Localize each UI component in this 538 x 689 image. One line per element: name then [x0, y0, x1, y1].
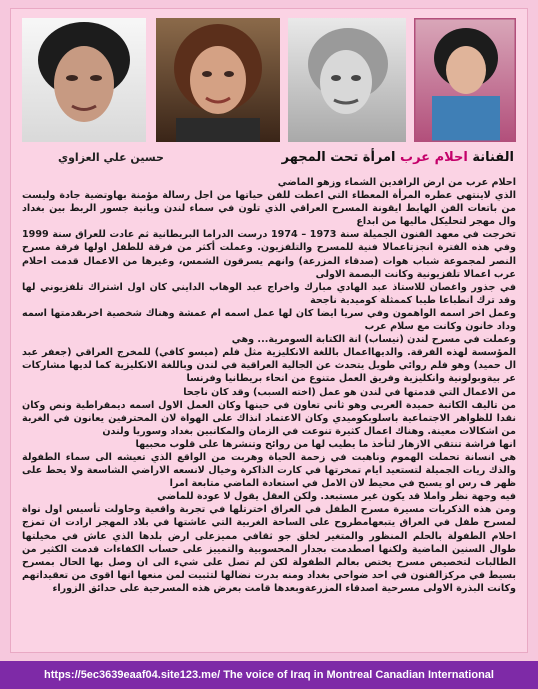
photo-strip — [20, 18, 518, 142]
footer-bar — [0, 661, 538, 689]
article-paragraph: انها فراشة تنتقي الازهار لتأخذ ما يطيب لها من روائح وتنشرها على قلوب محبيها — [135, 438, 516, 450]
article-paragraph: احلام عرب من ارض الرافدين الشماء وزهو الماضي — [277, 177, 516, 188]
title-suffix: امرأة تحت المجهر — [281, 150, 396, 165]
article-paragraph: فيه وجهة نظر واملا قد يكون غير مستبعد. ولكن العقل يقول لا عودة للماضي — [157, 491, 516, 503]
footer-link[interactable]: https://5ec3639eaaf04.site123.me/ The voice of Iraq in Montreal Canadian International — [44, 669, 494, 681]
article-paragraph: ومن هذه الذكريات مسيرة مسرح الطفل في العراق اخترتلها في تجربة واقعية وحاولت تأسيس اول نواة لمسرح طفل في العراق يتبعهامطروح على الساحة الغربية التي عاشتها في بلاد المهجر ارادت ان تمزج احلام الطفولة بالحلم المنظور والمتغير لخلق جو ثقافي مميزعلى ارض بلدها الذي عاش في مخيلتها طوال السنين الماضية ولكنها اصطدمت بجدار المحسوبية والتمييز على حساب الكفاءات قدمت الكثير من الطالبات لتخصيص مسرح يختص بعالم الطفولة لكن لم تصل على شيء الى ان وصل بها الحال بمسرح بسيط في مركزالفنون في احد ضواحي بغداد ومنه بدرت نضالها لتثبيت لمن منعها انها اقوى من تعقيداتهم وكانت البذرة الاولى مسرحية اصدقاء المزرعةوبعدها قامت بعرض هذه المسرحية على حدائق الزوراء — [22, 504, 516, 594]
article-paragraph: المؤسسة لهذه الفرقة. والديهااعمال باللغة الانكليزية مثل فلم (ميسو كافي) للمخرج العراقي (جعفر عبد ال حميد) وهو فلم روائي طويل يتحدث عن الجالية العراقية في لندن وباللغة الانكليزية كما لديها مشاركات عر بيةوبولونية وانكليزية وفريق العمل متنوع من انحاء بريطانيا وفرنسا — [22, 347, 516, 385]
article-paragraph: من الاعمال التي قدمتها في لندن هو عمل (اخته السبب) وقد كان ناجحا — [183, 386, 516, 398]
article-paragraph: الذي لاينتهي عطره المرأة المعطاء التي اعطت للفن حياتها من اجل رسالة مؤمنة بهاوتضية جادة وليست من باتعات الفن الهابط ايقونة المسرح العراقي الذي تلون في سماء لندن ويانية جسور الربط بين بغداد وال مهجر لتحليكل ماليها من ابداع — [22, 190, 516, 228]
portrait-photo-4 — [414, 18, 516, 142]
title-prefix: الفنانة — [472, 150, 514, 165]
portrait-photo-1 — [22, 18, 146, 142]
photographer-caption: حسين علي العزاوي — [58, 151, 164, 164]
article-paragraph: هي انسانة تحملت الهموم وناهبت في زحمة الحياة وهربت من الواقع الذي تعيشه الى سماء الطفولة والذك ريات الجميلة لتستعيد ايام تمخرتها في كارت الذاكرة وخيال لانسعه الاراضي الشاسعة ولا يحط على ظهر ف رس او يسبح في محيط لان الامل في استعادة الماضي متابعة امرا — [22, 451, 516, 490]
portrait-photo-2 — [156, 18, 280, 142]
article-paragraph: من تاليف الكاتبة حميدة العربي وهو ثاني تعاون في حينها وكان العمل الاول اسمه ديمقراطية ونص وكان نقدا للظواهر الاجتماعية باسلوبكوميدي وكان الاعتماد انذاك على الهواة لان المحترفين يعانون في الغربة من اشكالات معينة. وهناك اعمال كثيرة تنوعت في الزمان والمكانبين بغداد وسوريا ولندن — [22, 399, 516, 437]
article-paragraph: وعمل اخر اسمه الواهمون وفي سريا ايضا كان لها عمل اسمه ام عمشة وهناك شخصية اخرىقدمتها اسمه وداد خانون وكانت مع سلام عرب — [22, 307, 516, 333]
article-body — [22, 176, 516, 644]
article-paragraph: في جذور واغصان للاستاذ عبد الهادي مبارك واخراج عبد الوهاب الدايني كان اول اشتراك تلفزيوني لها وقد ترك انطباعا طيبا كممثلة كوميدية ناجحة — [22, 281, 516, 306]
article-paragraph: وعملت في مسرح لندن (نيساب) انة الكتابة السومرية... وهي — [231, 334, 516, 346]
portrait-photo-3 — [288, 18, 406, 142]
article-title — [282, 150, 514, 165]
title-name: احلام عرب — [400, 150, 468, 165]
article-paragraph: تخرجت في معهد الفنون الجميلة سنة 1973 – 1974 درست الدراما البريطانية ثم عادت للعراق سنة 1999 وفي هذه الفترة انجزتاعمالا فنية للمسرح والتلفزيون. وعملت أكثر من فرقة للطفل اولها فرقة مسرح النصر لمجموعة شباب هوات (صدقاء المزرعة) وانهم يسرقون الشمس، وغيرها من الاعمال قدمت احلام عرب اعمالا تلفزيونية وكانت البصمة الاولى — [22, 229, 516, 280]
